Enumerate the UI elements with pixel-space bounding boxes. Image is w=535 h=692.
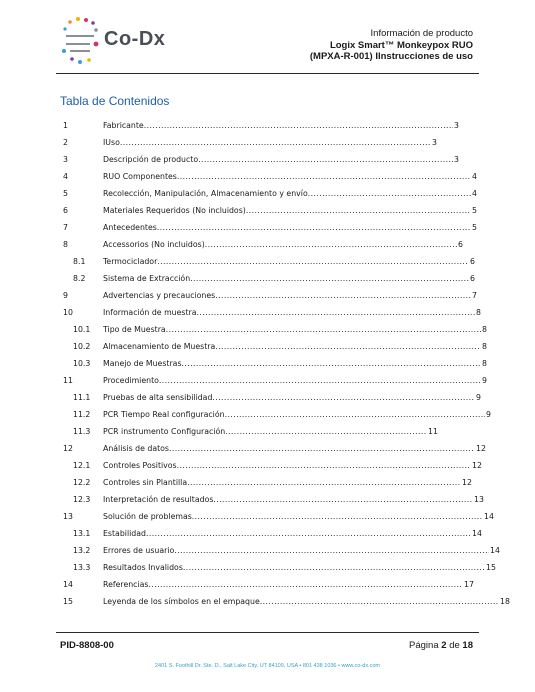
toc-entry-number: 11.1 bbox=[73, 393, 91, 402]
toc-entry-page: 6 bbox=[470, 257, 475, 266]
toc-entry-page: 4 bbox=[472, 172, 477, 181]
toc-entry-page: 9 bbox=[482, 376, 487, 385]
toc-entry-label: RUO Componentes bbox=[103, 172, 177, 181]
toc-entry-page: 12 bbox=[462, 478, 472, 487]
toc-entry-label: Procedimiento bbox=[103, 376, 159, 385]
toc-entry-label: Accessorios (No incluidos) bbox=[103, 240, 205, 249]
toc-entry-label: Errores de usuario bbox=[103, 546, 175, 555]
page-total: 18 bbox=[462, 640, 473, 651]
toc-entry[interactable] bbox=[0, 287, 535, 304]
toc-entry-number: 13.2 bbox=[73, 546, 91, 555]
toc-entry[interactable] bbox=[0, 321, 535, 338]
toc-entry-number: 13.3 bbox=[73, 563, 91, 572]
toc-entry-label-wrap bbox=[103, 291, 471, 300]
page-number bbox=[409, 640, 473, 651]
toc-entry-page: 3 bbox=[432, 138, 437, 147]
toc-entry-label: PCR Tiempo Real configuración bbox=[103, 410, 225, 419]
toc-entry-number: 13 bbox=[63, 512, 73, 521]
toc-entry[interactable] bbox=[0, 491, 535, 508]
toc-entry-label: Descripción de producto bbox=[103, 155, 199, 164]
toc-entry-page: 14 bbox=[472, 529, 482, 538]
toc-entry[interactable] bbox=[0, 270, 535, 287]
toc-entry-page: 6 bbox=[470, 274, 475, 283]
toc-entry[interactable] bbox=[0, 423, 535, 440]
toc-entry-page: 6 bbox=[458, 240, 463, 249]
toc-entry[interactable] bbox=[0, 134, 535, 151]
toc-leader-dots bbox=[246, 206, 471, 215]
toc-entry-label: IUso bbox=[103, 138, 120, 147]
toc-entry-number: 6 bbox=[63, 206, 68, 215]
toc-entry[interactable] bbox=[0, 236, 535, 253]
toc-entry-label-wrap bbox=[103, 512, 483, 521]
toc-leader-dots bbox=[212, 393, 475, 402]
toc-entry[interactable] bbox=[0, 202, 535, 219]
toc-entry-label: Pruebas de alta sensibilidad bbox=[103, 393, 213, 402]
toc-entry-label: Fabricante bbox=[103, 121, 144, 130]
toc-leader-dots bbox=[157, 257, 469, 266]
toc-entry-number: 11.3 bbox=[73, 427, 91, 436]
toc-entry-label-wrap bbox=[103, 325, 481, 334]
toc-entry-label-wrap bbox=[103, 121, 453, 130]
toc-entry-label-wrap bbox=[103, 274, 469, 283]
toc-entry-number: 8 bbox=[63, 240, 68, 249]
toc-leader-dots bbox=[166, 325, 481, 334]
toc-leader-dots bbox=[205, 240, 457, 249]
toc-entry-number: 12 bbox=[63, 444, 73, 453]
toc-leader-dots bbox=[148, 580, 463, 589]
toc-entry-number: 5 bbox=[63, 189, 68, 198]
toc-entry-page: 8 bbox=[482, 342, 487, 351]
toc-entry-label-wrap bbox=[103, 529, 471, 538]
toc-entry-label-wrap bbox=[103, 138, 431, 147]
toc-leader-dots bbox=[177, 461, 471, 470]
toc-entry-number: 2 bbox=[63, 138, 68, 147]
toc-entry-page: 13 bbox=[474, 495, 484, 504]
toc-entry-label-wrap bbox=[103, 172, 471, 181]
toc-entry-label: Recolección, Manipulación, Almacenamiento y envío bbox=[103, 189, 308, 198]
toc-entry-label-wrap bbox=[103, 342, 481, 351]
toc-entry[interactable] bbox=[0, 576, 535, 593]
toc-entry-number: 12.1 bbox=[73, 461, 91, 470]
toc-leader-dots bbox=[183, 563, 485, 572]
toc-entry[interactable] bbox=[0, 525, 535, 542]
toc-entry[interactable] bbox=[0, 304, 535, 321]
toc-entry-number: 12.3 bbox=[73, 495, 91, 504]
toc-entry-label-wrap bbox=[103, 444, 475, 453]
toc-leader-dots bbox=[215, 291, 471, 300]
toc-leader-dots bbox=[197, 308, 475, 317]
toc-entry-label: Sistema de Extracción bbox=[103, 274, 191, 283]
toc-leader-dots bbox=[225, 427, 427, 436]
toc-entry-page: 12 bbox=[472, 461, 482, 470]
header-divider bbox=[56, 73, 479, 74]
header-line-2: Logix Smart™ Monkeypox RUO bbox=[329, 39, 473, 51]
toc-leader-dots bbox=[159, 376, 481, 385]
page-word: Página bbox=[409, 640, 439, 651]
toc-entry-label-wrap bbox=[103, 580, 463, 589]
toc-entry-page: 17 bbox=[464, 580, 474, 589]
toc-entry-label: Interpretación de resultados bbox=[103, 495, 214, 504]
toc-entry-label-wrap bbox=[103, 189, 471, 198]
toc-entry-page: 4 bbox=[472, 189, 477, 198]
toc-entry-number: 11 bbox=[63, 376, 73, 385]
toc-entry-label: Manejo de Muestras bbox=[103, 359, 182, 368]
toc-entry[interactable] bbox=[0, 389, 535, 406]
toc-entry[interactable] bbox=[0, 593, 535, 610]
toc-entry-number: 10 bbox=[63, 308, 73, 317]
toc-leader-dots bbox=[190, 274, 469, 283]
toc-entry-page: 5 bbox=[472, 206, 477, 215]
toc-entry-page: 18 bbox=[500, 597, 510, 606]
toc-entry[interactable] bbox=[0, 253, 535, 270]
toc-entry-number: 1 bbox=[63, 121, 68, 130]
toc-entry-label: Leyenda de los símbolos en el empaque bbox=[103, 597, 260, 606]
toc-entry-page: 3 bbox=[454, 155, 459, 164]
toc-leader-dots bbox=[174, 546, 489, 555]
toc-entry-label: Controles sin Plantilla bbox=[103, 478, 188, 487]
toc-entry-label-wrap bbox=[103, 495, 473, 504]
toc-entry-page: 3 bbox=[454, 121, 459, 130]
toc-entry-label-wrap bbox=[103, 308, 475, 317]
toc-leader-dots bbox=[182, 359, 481, 368]
toc-entry-label: Antecedentes bbox=[103, 223, 157, 232]
co-dx-logo-text: Co-Dx bbox=[104, 28, 166, 50]
toc-leader-dots bbox=[187, 478, 461, 487]
toc-entry-page: 7 bbox=[472, 291, 477, 300]
toc-entry-page: 11 bbox=[428, 427, 438, 436]
toc-entry-label: Análisis de datos bbox=[103, 444, 169, 453]
toc-entry-page: 9 bbox=[486, 410, 491, 419]
toc-entry[interactable] bbox=[0, 372, 535, 389]
toc-entry-page: 8 bbox=[476, 308, 481, 317]
toc-entry-number: 9 bbox=[63, 291, 68, 300]
toc-entry-number: 8.2 bbox=[73, 274, 86, 283]
toc-entry-label-wrap bbox=[103, 155, 453, 164]
toc-leader-dots bbox=[308, 189, 471, 198]
toc-entry-label-wrap bbox=[103, 376, 481, 385]
toc-entry-page: 8 bbox=[482, 325, 487, 334]
toc-entry-number: 10.2 bbox=[73, 342, 91, 351]
toc-entry-label-wrap bbox=[103, 478, 461, 487]
toc-entry-page: 12 bbox=[476, 444, 486, 453]
toc-entry-label: Solución de problemas bbox=[103, 512, 192, 521]
toc-leader-dots bbox=[169, 444, 475, 453]
toc-entry-label: Resultados Invalidos bbox=[103, 563, 183, 572]
toc-entry[interactable] bbox=[0, 559, 535, 576]
toc-entry-number: 4 bbox=[63, 172, 68, 181]
toc-entry-number: 10.3 bbox=[73, 359, 91, 368]
toc-entry-page: 9 bbox=[476, 393, 481, 402]
toc-leader-dots bbox=[215, 342, 481, 351]
toc-entry-label: Advertencias y precauciones bbox=[103, 291, 216, 300]
document-id: PID-8808-00 bbox=[60, 640, 114, 651]
toc-entry[interactable] bbox=[0, 185, 535, 202]
toc-leader-dots bbox=[198, 155, 453, 164]
toc-entry-page: 8 bbox=[482, 359, 487, 368]
toc-entry-label-wrap bbox=[103, 223, 471, 232]
toc-entry-label: Controles Positivos bbox=[103, 461, 177, 470]
toc-entry-label: Estabilidad bbox=[103, 529, 146, 538]
toc-entry-label: Información de muestra bbox=[103, 308, 197, 317]
header-line-3: (MPXA-R-001) Ilnstrucciones de uso bbox=[309, 51, 473, 62]
company-address: 2401 S. Foothill Dr. Ste. D., Salt Lake City, UT 84109, USA • 801 438 1036 • www.co-dx.com bbox=[155, 663, 380, 669]
toc-entry[interactable] bbox=[0, 542, 535, 559]
toc-entry-label: PCR instrumento Configuración bbox=[103, 427, 226, 436]
page-of: de bbox=[449, 640, 460, 651]
toc-entry[interactable] bbox=[0, 406, 535, 423]
toc-entry-label-wrap bbox=[103, 206, 471, 215]
toc-entry-label-wrap bbox=[103, 410, 485, 419]
toc-entry[interactable] bbox=[0, 338, 535, 355]
header-line-1: Información de producto bbox=[370, 28, 473, 39]
toc-entry-number: 15 bbox=[63, 597, 73, 606]
toc-leader-dots bbox=[213, 495, 473, 504]
toc-entry-number: 7 bbox=[63, 223, 68, 232]
toc-entry-label-wrap bbox=[103, 546, 489, 555]
toc-entry[interactable] bbox=[0, 440, 535, 457]
toc-leader-dots bbox=[146, 529, 471, 538]
toc-entry-page: 5 bbox=[472, 223, 477, 232]
toc-entry[interactable] bbox=[0, 508, 535, 525]
table-of-contents bbox=[0, 117, 535, 610]
toc-leader-dots bbox=[177, 172, 471, 181]
page-current: 2 bbox=[441, 640, 447, 651]
toc-entry-label-wrap bbox=[103, 393, 475, 402]
toc-entry-label-wrap bbox=[103, 359, 481, 368]
toc-entry[interactable] bbox=[0, 117, 535, 134]
toc-entry-page: 15 bbox=[486, 563, 496, 572]
toc-entry[interactable] bbox=[0, 219, 535, 236]
toc-entry-label: Termociclador bbox=[103, 257, 158, 266]
toc-entry-label: Almacenamiento de Muestra bbox=[103, 342, 216, 351]
toc-entry-label: Materiales Requeridos (No incluidos) bbox=[103, 206, 246, 215]
toc-entry-number: 14 bbox=[63, 580, 73, 589]
toc-title: Tabla de Contenidos bbox=[60, 94, 170, 108]
toc-leader-dots bbox=[192, 512, 483, 521]
toc-entry-label-wrap bbox=[103, 597, 499, 606]
product-header bbox=[310, 28, 473, 63]
toc-leader-dots bbox=[157, 223, 471, 232]
toc-entry-number: 13.1 bbox=[73, 529, 91, 538]
toc-leader-dots bbox=[225, 410, 485, 419]
toc-entry[interactable] bbox=[0, 355, 535, 372]
toc-entry-number: 10.1 bbox=[73, 325, 91, 334]
toc-leader-dots bbox=[144, 121, 453, 130]
toc-entry-label-wrap bbox=[103, 563, 485, 572]
toc-entry-number: 12.2 bbox=[73, 478, 91, 487]
toc-entry-label: Referencias bbox=[103, 580, 149, 589]
toc-entry-page: 14 bbox=[490, 546, 500, 555]
toc-entry-number: 3 bbox=[63, 155, 68, 164]
toc-entry-label-wrap bbox=[103, 240, 457, 249]
toc-entry-label-wrap bbox=[103, 257, 469, 266]
toc-entry[interactable] bbox=[0, 457, 535, 474]
toc-leader-dots bbox=[260, 597, 499, 606]
toc-entry[interactable] bbox=[0, 474, 535, 491]
toc-entry-label-wrap bbox=[103, 427, 427, 436]
toc-entry[interactable] bbox=[0, 151, 535, 168]
toc-entry-number: 8.1 bbox=[73, 257, 86, 266]
toc-entry-page: 14 bbox=[484, 512, 494, 521]
toc-entry[interactable] bbox=[0, 168, 535, 185]
toc-entry-label-wrap bbox=[103, 461, 471, 470]
footer-divider bbox=[56, 632, 479, 633]
toc-entry-label: Tipo de Muestra bbox=[103, 325, 166, 334]
toc-leader-dots bbox=[120, 138, 431, 147]
toc-entry-number: 11.2 bbox=[73, 410, 91, 419]
